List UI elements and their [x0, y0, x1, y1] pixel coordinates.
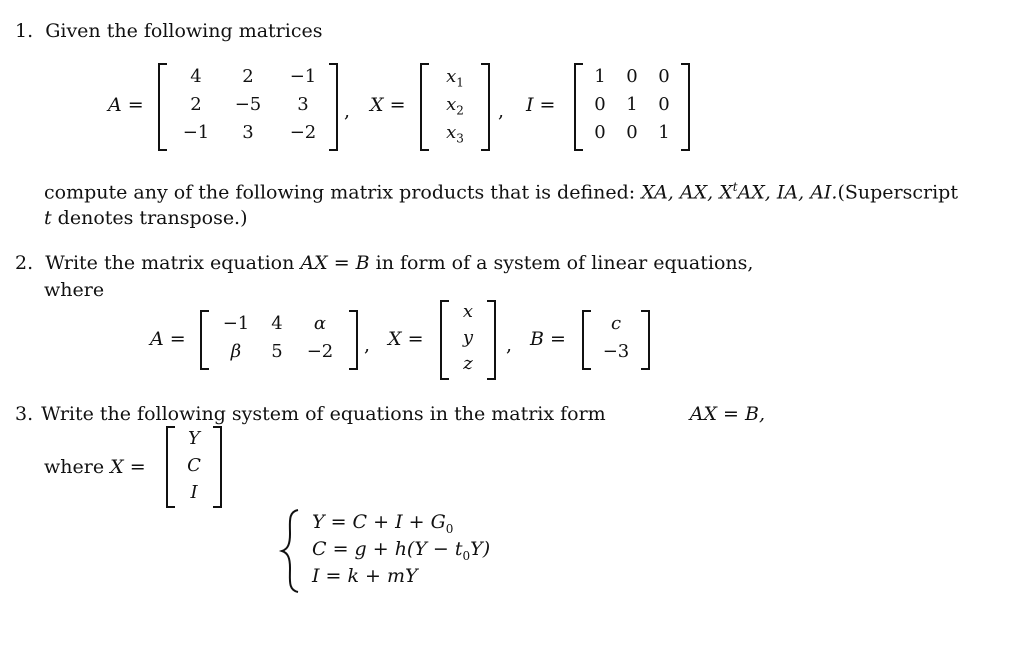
- equation-2: [312, 538, 490, 563]
- problem-number: 1.: [15, 20, 34, 42]
- vector-cell: z: [463, 353, 473, 374]
- equation-3: I = k + mY: [312, 565, 418, 587]
- separator-comma: ,: [506, 334, 513, 356]
- matrix-cell: 0: [626, 66, 638, 87]
- matrix-a-label: A =: [108, 94, 144, 116]
- vector-entry-subscript: 3: [456, 131, 464, 146]
- instruction-note: (Superscript: [837, 181, 958, 204]
- problem-1-heading: [15, 20, 322, 42]
- matrix-cell: 1: [594, 66, 606, 87]
- right-bracket: [681, 63, 690, 151]
- separator-comma: ,: [498, 100, 505, 122]
- left-bracket: [200, 310, 209, 370]
- vector-x-label: X =: [388, 328, 424, 350]
- vector-cell: [432, 66, 478, 90]
- left-bracket: [166, 426, 175, 508]
- problem-1-instruction-line2: [44, 207, 248, 229]
- problem-text: in form of a system of linear equations,: [375, 252, 754, 274]
- problem-number: 3.: [15, 403, 34, 425]
- matrix-cell: 4: [190, 66, 202, 87]
- matrix-equation: AX = B: [300, 252, 370, 274]
- where-text: where: [44, 456, 105, 478]
- vector-entry: $x_3$: [446, 122, 464, 146]
- problem-3-where: [44, 456, 146, 478]
- matrix-a: [158, 63, 338, 151]
- products-list-rest: AX, IA, AI.: [737, 181, 838, 204]
- vector-entry: $x_1$: [446, 66, 464, 90]
- problem-3-heading: [15, 403, 765, 425]
- matrix-cell: −1: [222, 313, 250, 334]
- matrix-form: AX = B,: [689, 403, 765, 425]
- problem-text-wrap: [41, 403, 765, 425]
- separator-comma: ,: [344, 100, 351, 122]
- right-bracket: [213, 426, 222, 508]
- vector-b-label: B =: [530, 328, 566, 350]
- matrix-cell: −2: [289, 122, 317, 143]
- matrix-cell: −2: [306, 341, 334, 362]
- vector-x-label: X =: [370, 94, 406, 116]
- equation-text: Y): [470, 538, 491, 560]
- left-bracket: [440, 300, 449, 380]
- vector-cell: C: [187, 455, 201, 476]
- right-bracket: [487, 300, 496, 380]
- matrix-cell: 4: [271, 313, 283, 334]
- vector-cell: −3: [602, 341, 630, 362]
- matrix-cell: 0: [658, 66, 670, 87]
- right-bracket: [329, 63, 338, 151]
- vector-x: [440, 300, 496, 380]
- vector-cell: y: [462, 327, 474, 348]
- problem-2-where: where: [44, 279, 105, 301]
- matrix-cell: −1: [289, 66, 317, 87]
- matrix-cell: 3: [297, 94, 309, 115]
- vector-x: [166, 426, 222, 508]
- matrix-cell: 0: [626, 122, 638, 143]
- left-bracket: [420, 63, 429, 151]
- problem-1-instruction-line1: [44, 180, 958, 203]
- matrix-cell: 1: [626, 94, 638, 115]
- equation-subscript: 0: [445, 521, 454, 536]
- equation-text: C = g + h(Y − t: [312, 538, 463, 560]
- vector-entry: $x_2$: [446, 94, 464, 118]
- vector-x: [420, 63, 490, 151]
- problem-text: Write the following system of equations in the matrix form: [41, 403, 606, 425]
- separator-comma: ,: [364, 334, 371, 356]
- problem-intro: Given the following matrices: [45, 20, 323, 42]
- matrix-cell: 5: [271, 341, 283, 362]
- matrix-cell: 2: [190, 94, 202, 115]
- vector-cell: [432, 94, 478, 118]
- matrix-cell: 0: [594, 122, 606, 143]
- matrix-cell: 2: [242, 66, 254, 87]
- vector-cell: [432, 122, 478, 146]
- problem-text: Write the matrix equation: [45, 252, 295, 274]
- equation-text: Y = C + I + G: [312, 511, 446, 533]
- matrix-a: [200, 310, 358, 370]
- left-bracket: [158, 63, 167, 151]
- matrix-cell: α: [313, 313, 327, 334]
- vector-cell: Y: [188, 428, 200, 449]
- right-bracket: [641, 310, 650, 370]
- right-bracket: [349, 310, 358, 370]
- vector-cell: I: [190, 482, 198, 503]
- left-bracket: [582, 310, 591, 370]
- right-bracket: [481, 63, 490, 151]
- vector-entry-subscript: 1: [456, 75, 464, 90]
- matrix-cell: 0: [658, 94, 670, 115]
- problem-number: 2.: [15, 252, 34, 274]
- vector-x-label: X =: [110, 456, 146, 478]
- left-bracket: [574, 63, 583, 151]
- transpose-superscript: t: [732, 180, 738, 194]
- equation-subscript: 0: [462, 548, 471, 563]
- matrix-cell: 3: [242, 122, 254, 143]
- matrix-cell: 1: [658, 122, 670, 143]
- vector-b: [582, 310, 650, 370]
- matrix-cell: β: [230, 341, 242, 362]
- matrix-i: [574, 63, 690, 151]
- instruction-note: denotes transpose.): [51, 207, 248, 229]
- vector-entry-subscript: 2: [456, 103, 464, 118]
- vector-cell: x: [462, 301, 474, 322]
- transpose-symbol: t: [44, 207, 52, 229]
- products-list: XA, AX, X: [641, 181, 733, 204]
- problem-2-heading: [15, 252, 753, 274]
- matrix-cell: 0: [594, 94, 606, 115]
- equation-1: [312, 511, 453, 536]
- left-brace: [278, 508, 302, 599]
- instruction-text: compute any of the following matrix products that is defined:: [44, 181, 636, 204]
- matrix-a-label: A =: [150, 328, 186, 350]
- matrix-cell: −1: [182, 122, 210, 143]
- vector-cell: c: [610, 313, 622, 334]
- matrix-cell: −5: [234, 94, 262, 115]
- brace-icon: [278, 508, 302, 594]
- matrix-i-label: I =: [526, 94, 556, 116]
